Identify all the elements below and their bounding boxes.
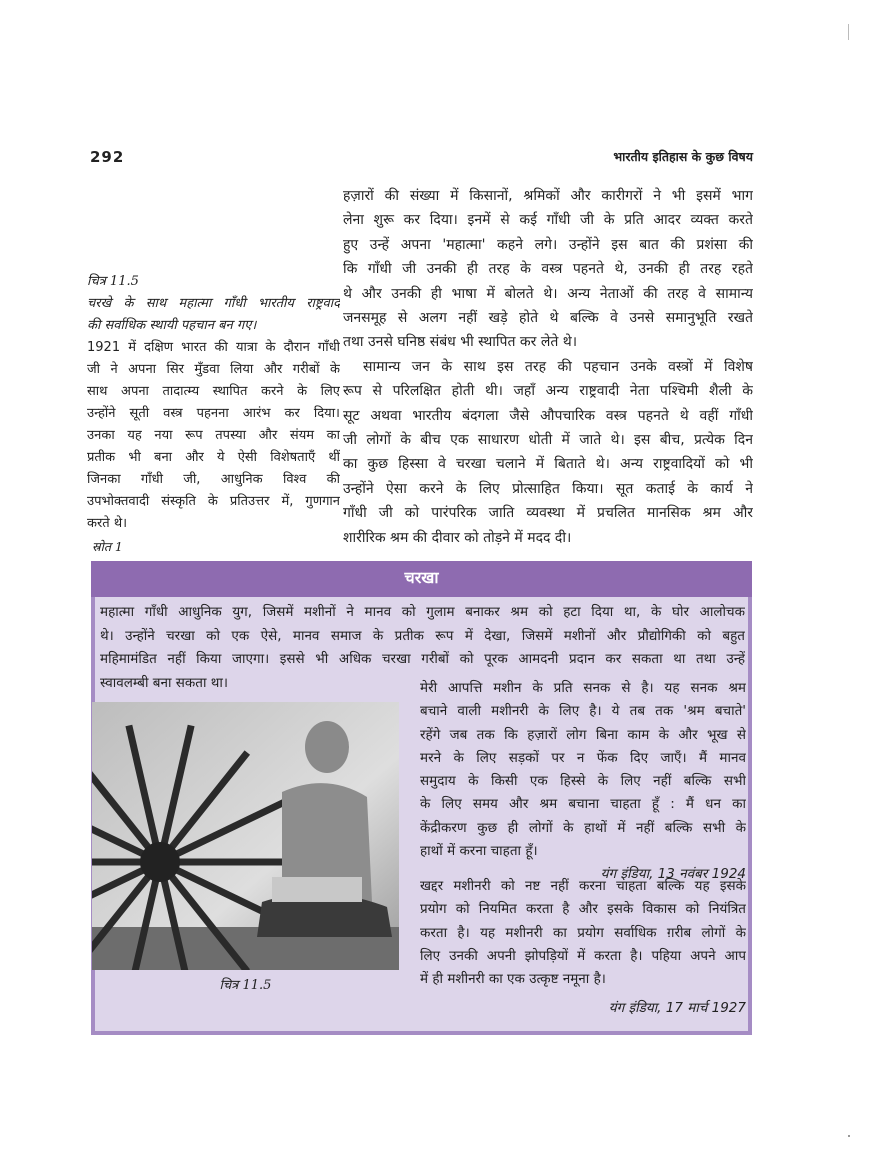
page-number: 292 — [90, 148, 125, 166]
text-line: 1921 में दक्षिण भारत की यात्रा के दौरान गाँधी — [87, 340, 340, 355]
text-line: करते थे। — [87, 516, 128, 531]
text-line: केंद्रीकरण कुछ ही लोगों के हाथों में नहीं बल्कि सभी के — [420, 819, 746, 836]
quote-1-source: यंग इंडिया, 13 नवंबर 1924 — [600, 866, 746, 883]
text-line: रूप से परिलक्षित होती थी। जहाँ अन्य राष्ट्रवादी नेता पश्चिमी शैली के — [343, 383, 753, 400]
page-edge-dot — [848, 1135, 850, 1137]
caption-lines — [87, 293, 340, 337]
text-line: जिनका गाँधी जी, आधुनिक विश्व की — [87, 472, 340, 487]
text-line: थे। उन्होंने चरखा को एक ऐसे, मानव समाज के प्रतीक रूप में देखा, जिसमें मशीनों और प्रौद्योगिकी को बहुत — [100, 627, 745, 644]
text-line: तथा उनसे घनिष्ठ संबंध भी स्थापित कर लेते थे। — [343, 334, 578, 351]
text-line: सामान्य जन के साथ इस तरह की पहचान उनके वस्त्रों में विशेष — [363, 358, 753, 375]
main-text — [343, 184, 753, 550]
text-line: मरने के लिए सड़कों पर न फेंक दिए जाएँ। मैं मानव — [420, 749, 746, 766]
text-line: साथ अपना तादात्म्य स्थापित करने के लिए — [87, 384, 340, 399]
page-edge-mark — [848, 24, 849, 40]
text-line: महात्मा गाँधी आधुनिक युग, जिसमें मशीनों ने मानव को गुलाम बनाकर श्रम को हटा दिया था, के घोर आलोचक — [100, 604, 745, 620]
quote-2-lines — [420, 875, 746, 991]
quote-1 — [420, 677, 746, 887]
quote-2-source: यंग इंडिया, 17 मार्च 1927 — [608, 1000, 746, 1017]
text-line: मेरी आपत्ति मशीन के प्रति सनक से है। यह सनक श्रम — [420, 680, 746, 696]
running-head: भारतीय इतिहास के कुछ विषय — [613, 149, 753, 164]
text-line: उनका यह नया रूप तपस्या और संयम का — [87, 428, 340, 443]
source-box-title: चरखा — [91, 561, 752, 597]
text-line: महिमामंडित नहीं किया जाएगा। इससे भी अधिक चरखा गरीबों को पूरक आमदनी प्रदान कर सकता था तथा उन्हें — [100, 651, 745, 667]
text-line: समुदाय के किसी एक हिस्से के लिए नहीं बल्कि सभी — [420, 773, 746, 790]
text-line: हाथों में करना चाहता हूँ। — [420, 843, 538, 860]
quote-1-lines — [420, 677, 746, 863]
text-line: रहेंगे जब तक कि हज़ारों लोग बिना काम के और भूख से — [420, 726, 746, 743]
figure-caption: चित्र 11.5 — [219, 978, 272, 993]
text-line: सूट अथवा भारतीय बंदगला जैसे औपचारिक वस्त्र पहनते थे वहीं गाँधी — [343, 407, 753, 424]
text-line: शारीरिक श्रम की दीवार को तोड़ने में मदद दी। — [343, 529, 572, 546]
text-line: गाँधी जी को पारंपरिक जाति व्यवस्था में प्रचलित मानसिक श्रम और — [343, 505, 753, 522]
text-line: का कुछ हिस्सा वे चरखा चलाने में बिताते थे। अन्य राष्ट्रवादियों को भी — [343, 456, 753, 473]
text-line: की सर्वाधिक स्थायी पहचान बन गए। — [87, 318, 257, 333]
text-line: हुए उन्हें अपना 'महात्मा' कहने लगे। उन्होंने इस बात की प्रशंसा की — [343, 236, 753, 253]
text-line: जी ने अपना सिर मुँडवा लिया और गरीबों के — [87, 362, 340, 377]
caption-body — [87, 337, 340, 535]
gandhi-charkha-photo — [92, 702, 399, 970]
side-caption — [87, 271, 340, 535]
quote-2 — [420, 875, 746, 1021]
text-line: के लिए समय और श्रम बचाना चाहता हूँ : मैं धन का — [420, 796, 746, 813]
text-line: कि गाँधी जी उनकी ही तरह के वस्त्र पहनते थे, उनकी ही तरह रहते — [343, 261, 753, 278]
text-line: बचाने वाली मशीनरी के लिए है। ये तब तक 'श्रम बचाते' — [420, 703, 746, 720]
text-line: प्रतीक भी बना और ये ऐसी विशेषताएँ थीं — [87, 450, 340, 465]
text-line: जी लोगों के बीच एक साधारण धोती में जाते थे। इस बीच, प्रत्येक दिन — [343, 432, 753, 449]
text-line: उपभोक्तवादी संस्कृति के प्रतिउत्तर में, गुणगान — [87, 494, 340, 509]
text-line: प्रयोग को नियमित करता है और इसके विकास को नियंत्रित — [420, 901, 746, 918]
text-line: स्वावलम्बी बना सकता था। — [100, 674, 229, 691]
text-line: में ही मशीनरी का एक उत्कृष्ट नमूना है। — [420, 971, 606, 988]
text-line: उन्होंने ऐसा करने के लिए प्रोत्साहित किया। सूत कताई के कार्य ने — [343, 480, 753, 497]
source-label: स्रोत 1 — [92, 539, 123, 554]
text-line: जनसमूह से अलग नहीं खड़े होते थे बल्कि वे उनसे समानुभूति रखते — [343, 310, 753, 327]
text-line: लेना शुरू कर दिया। इनमें से कई गाँधी जी के प्रति आदर व्यक्त करते — [343, 212, 753, 229]
text-line: चरखे के साथ महात्मा गाँधी भारतीय राष्ट्रवाद — [87, 296, 340, 311]
text-line: लिए उनकी अपनी झोपड़ियों में करता है। पहिया अपने आप — [420, 947, 746, 964]
text-line: हज़ारों की संख्या में किसानों, श्रमिकों और कारीगरों ने भी इसमें भाग — [343, 188, 753, 204]
text-line: थे और उनकी ही भाषा में बोलते थे। अन्य नेताओं की तरह वे सामान्य — [343, 285, 753, 302]
text-line: उन्होंने सूती वस्त्र पहनना आरंभ कर दिया। — [87, 406, 340, 421]
text-line: खद्दर मशीनरी को नष्ट नहीं करना चाहता बल्कि यह इसके — [420, 878, 746, 894]
figure-label: चित्र 11.5 — [87, 274, 139, 289]
text-line: करता है। यह मशीनरी का प्रयोग सर्वाधिक ग़रीब लोगों के — [420, 924, 746, 941]
